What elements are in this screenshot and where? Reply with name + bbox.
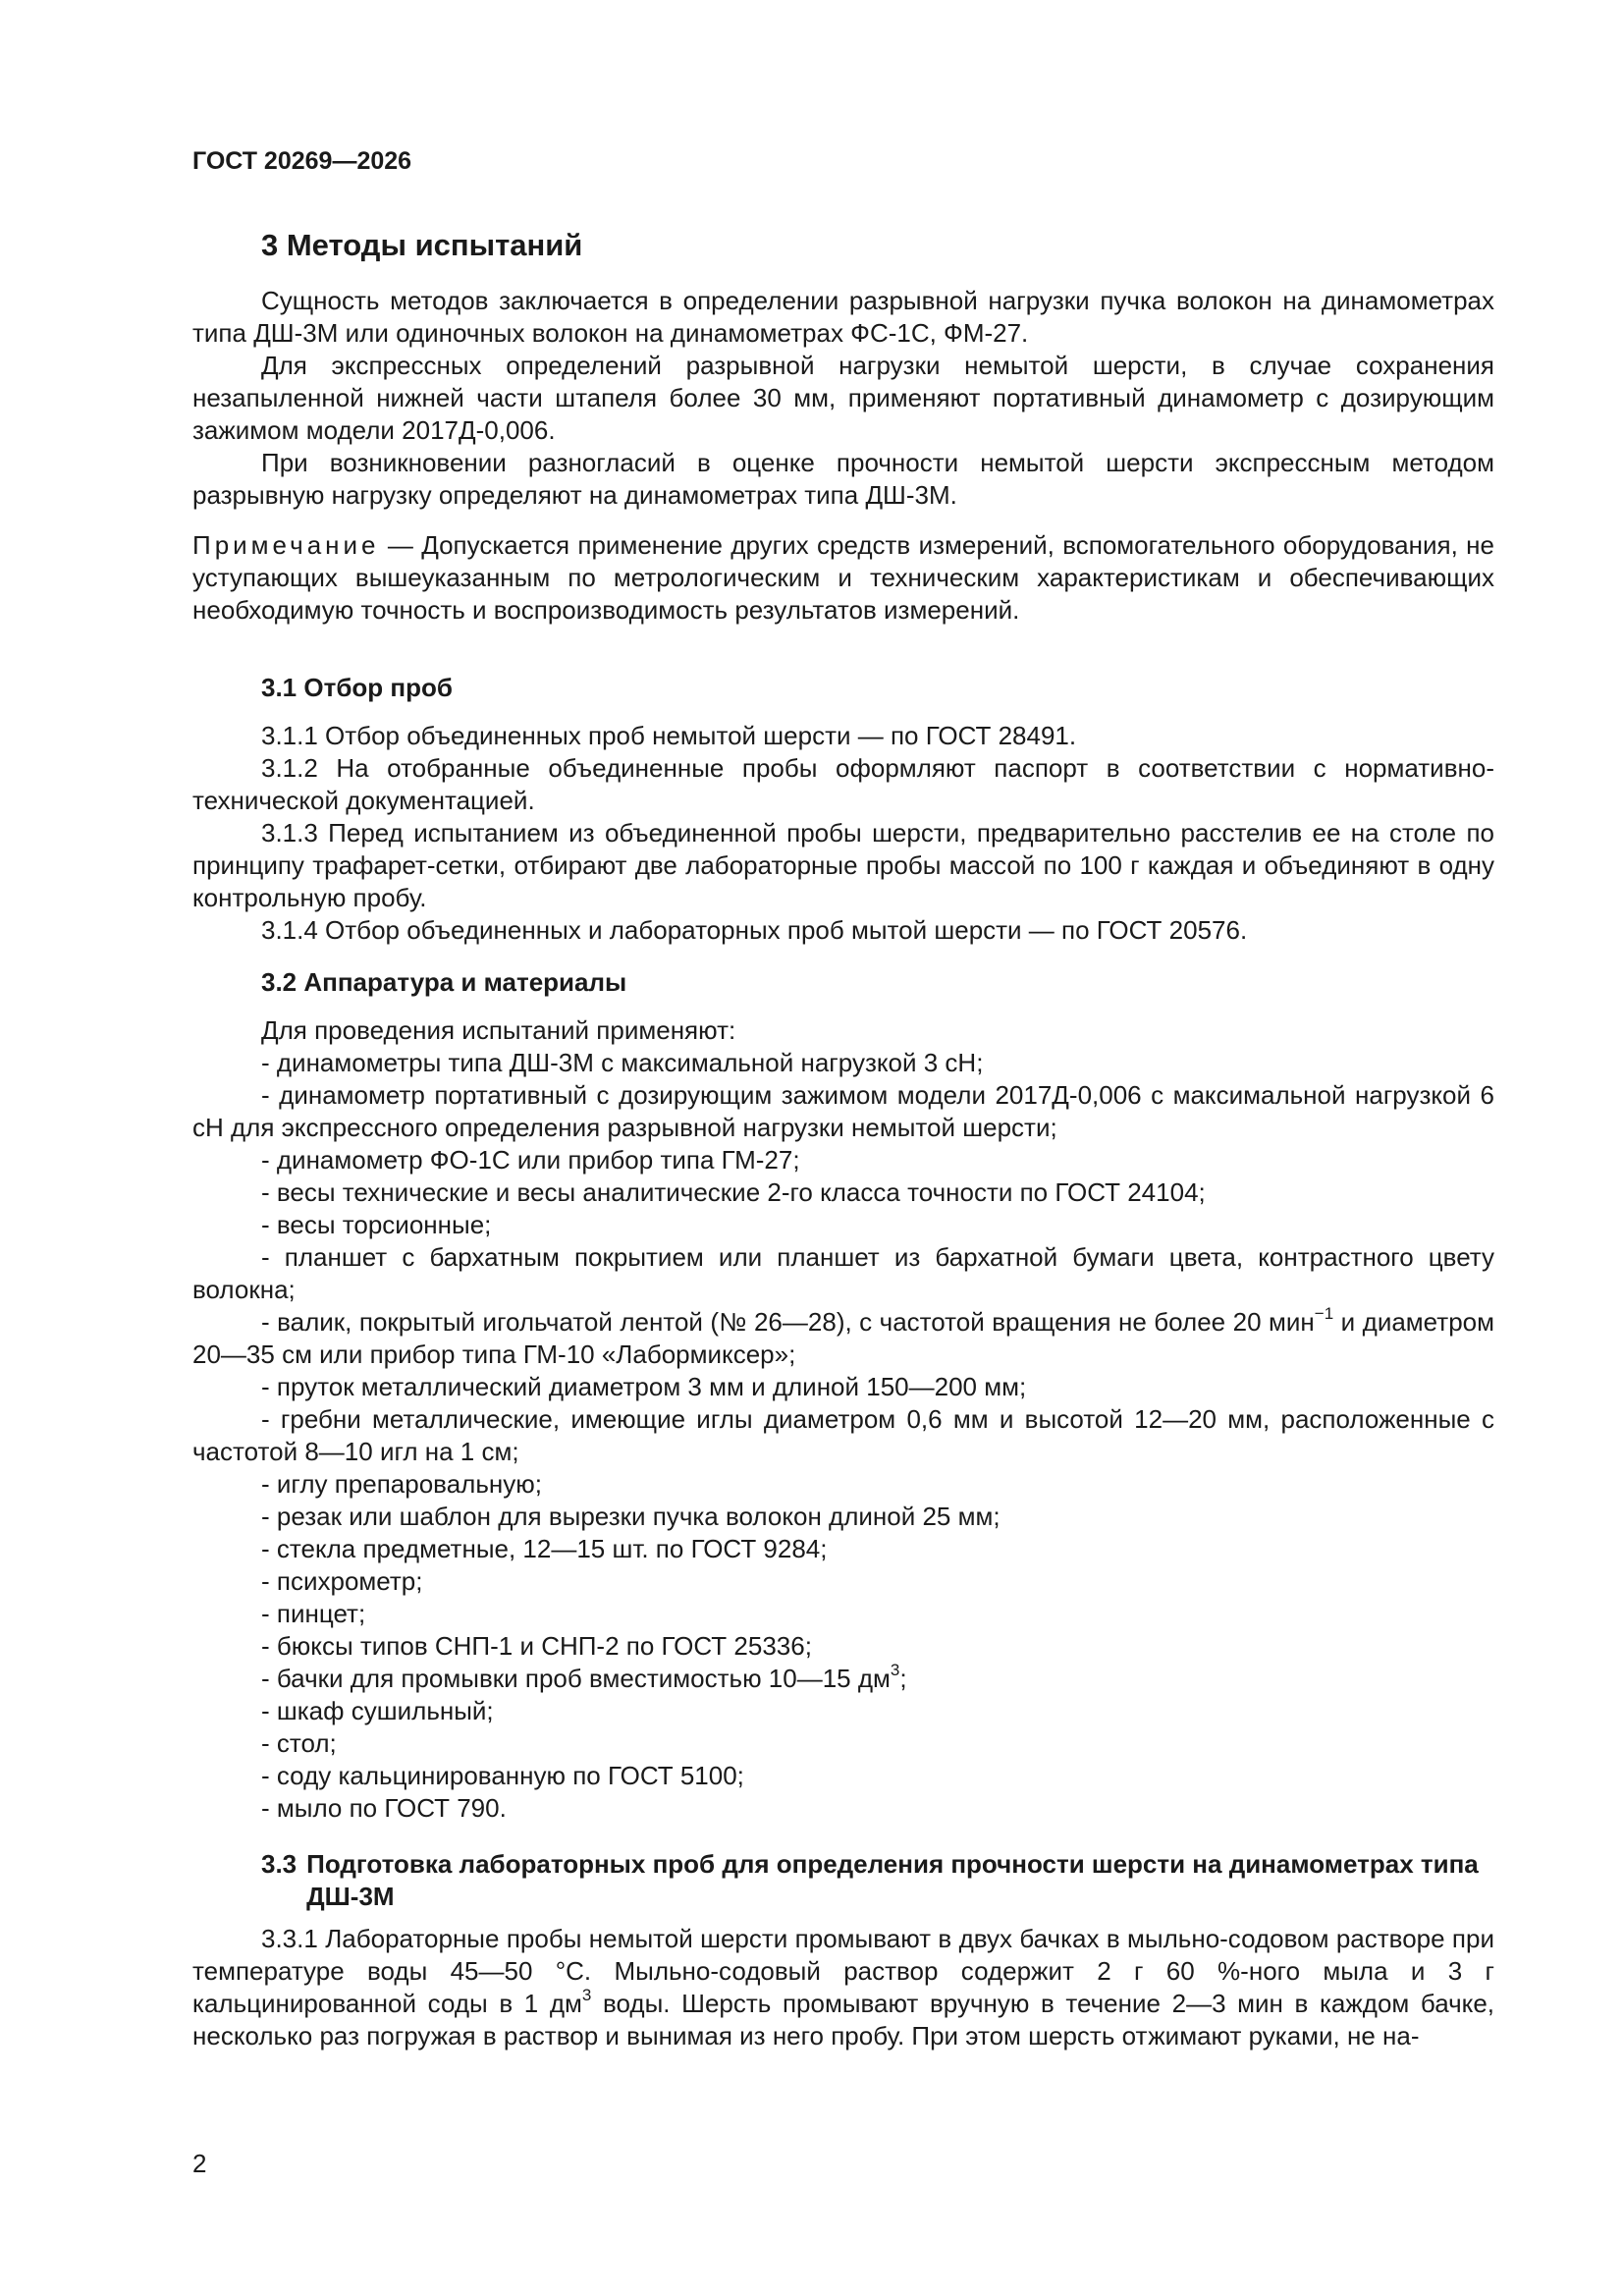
- list-item: - мыло по ГОСТ 790.: [261, 1793, 507, 1823]
- section-3-1-1: 3.1.1 Отбор объединенных проб немытой шерсти — по ГОСТ 28491.: [261, 721, 1077, 750]
- list-item: - резак или шаблон для вырезки пучка волокон длиной 25 мм;: [261, 1502, 1001, 1531]
- list-item: - шкаф сушильный;: [261, 1696, 494, 1725]
- note-paragraph: [192, 529, 1494, 627]
- page-content: [192, 216, 1494, 2052]
- section-3-1-2: 3.1.2 На отобранные объединенные пробы оформляют паспорт в соответствии с нормативно-технической документацией.: [192, 753, 1494, 815]
- list-item: - пруток металлический диаметром 3 мм и длиной 150—200 мм;: [261, 1372, 1027, 1401]
- document-code-header: ГОСТ 20269—2026: [192, 147, 412, 175]
- section-3-heading: 3 Методы испытаний: [261, 228, 583, 262]
- section-3-3-title: Подготовка лабораторных проб для определения прочности шерсти на динамометрах типа ДШ-3М: [306, 1849, 1479, 1911]
- list-item: - весы технические и весы аналитические 2-го класса точности по ГОСТ 24104;: [261, 1177, 1206, 1207]
- tanks-text-a: - бачки для промывки проб вместимостью 10—15 дм: [261, 1664, 891, 1693]
- section-3-1-4: 3.1.4 Отбор объединенных и лабораторных проб мытой шерсти — по ГОСТ 20576.: [261, 915, 1248, 945]
- list-item: - иглу препаровальную;: [261, 1469, 542, 1499]
- section-3-2-intro: Для проведения испытаний применяют:: [261, 1015, 736, 1045]
- section-3-3-number: 3.3: [261, 1849, 298, 1879]
- list-item: - планшет с бархатным покрытием или планшет из бархатной бумаги цвета, контрастного цвету волокна;: [192, 1242, 1494, 1304]
- section-3-paragraph-3: При возникновении разногласий в оценке прочности немытой шерсти экспрессным методом разрывную нагрузку определяют на динамометрах типа ДШ-3М.: [192, 448, 1494, 510]
- section-3-3-heading: [192, 1848, 1494, 1913]
- list-item: - динамометр ФО-1С или прибор типа ГМ-27;: [261, 1145, 800, 1175]
- section-3-2-heading: 3.2 Аппаратура и материалы: [261, 967, 627, 997]
- list-item: - стол;: [261, 1728, 337, 1758]
- note-text: — Допускается применение других средств измерений, вспомогательного оборудования, не уступающих вышеуказанным по метрологическим и техническим характеристикам и обеспечивающих необходимую точность и воспроизводимость результатов измерений.: [192, 530, 1494, 625]
- roller-text-b: и диаметром 20—35 см или прибор типа ГМ-10 «Лабормиксер»;: [192, 1307, 1494, 1369]
- list-item-roller: [192, 1306, 1494, 1371]
- section-3-3-1-text-b: воды. Шерсть промывают вручную в течение 2—3 мин в каждом бачке, несколько раз погружая в раствор и вынимая из него пробу. При этом шерсть отжимают руками, не на-: [192, 1989, 1494, 2050]
- tanks-text-b: ;: [899, 1664, 907, 1693]
- list-item-tanks: [192, 1663, 1494, 1695]
- section-3-paragraph-2: Для экспрессных определений разрывной нагрузки немытой шерсти, в случае сохранения незапыленной нижней части штапеля более 30 мм, применяют портативный динамометр с дозирующим зажимом модели 2017Д-0,006.: [192, 351, 1494, 445]
- roller-superscript: −1: [1314, 1304, 1334, 1324]
- section-3-3-1: [192, 1923, 1494, 2052]
- list-item: - бюксы типов СНП-1 и СНП-2 по ГОСТ 25336;: [261, 1631, 812, 1661]
- section-3-3-1-text-a: 3.3.1 Лабораторные пробы немытой шерсти промывают в двух бачках в мыльно-содовом растворе при температуре воды 45—50 °С. Мыльно-содовый раствор содержит 2 г 60 %-ного мыла и 3 г кальцинированной соды в 1 дм: [192, 1924, 1494, 2018]
- page-number: 2: [192, 2149, 207, 2178]
- note-label: Примечание: [192, 530, 380, 560]
- tanks-superscript: 3: [890, 1661, 900, 1680]
- list-item: - психрометр;: [261, 1566, 423, 1596]
- section-3-1-3: 3.1.3 Перед испытанием из объединенной пробы шерсти, предварительно расстелив ее на столе по принципу трафарет-сетки, отбирают две лабораторные пробы массой по 100 г каждая и объединяют в одну контрольную пробу.: [192, 818, 1494, 912]
- list-item: - весы торсионные;: [261, 1210, 492, 1239]
- list-item: - пинцет;: [261, 1599, 366, 1628]
- section-3-1-heading: 3.1 Отбор проб: [261, 673, 453, 702]
- list-item: - динамометр портативный с дозирующим зажимом модели 2017Д-0,006 с максимальной нагрузкой 6 сН для экспрессного определения разрывной нагрузки немытой шерсти;: [192, 1080, 1494, 1142]
- roller-text-a: - валик, покрытый игольчатой лентой (№ 26—28), с частотой вращения не более 20 мин: [261, 1307, 1315, 1337]
- list-item: - стекла предметные, 12—15 шт. по ГОСТ 9284;: [261, 1534, 828, 1563]
- section-3-3-1-superscript: 3: [581, 1986, 592, 2005]
- list-item: - соду кальцинированную по ГОСТ 5100;: [261, 1761, 744, 1790]
- list-item: - гребни металлические, имеющие иглы диаметром 0,6 мм и высотой 12—20 мм, расположенные с частотой 8—10 игл на 1 см;: [192, 1404, 1494, 1466]
- list-item: - динамометры типа ДШ-3М с максимальной нагрузкой 3 сН;: [261, 1048, 984, 1077]
- section-3-paragraph-1: Сущность методов заключается в определении разрывной нагрузки пучка волокон на динамометрах типа ДШ-3М или одиночных волокон на динамометрах ФС-1С, ФМ-27.: [192, 286, 1494, 348]
